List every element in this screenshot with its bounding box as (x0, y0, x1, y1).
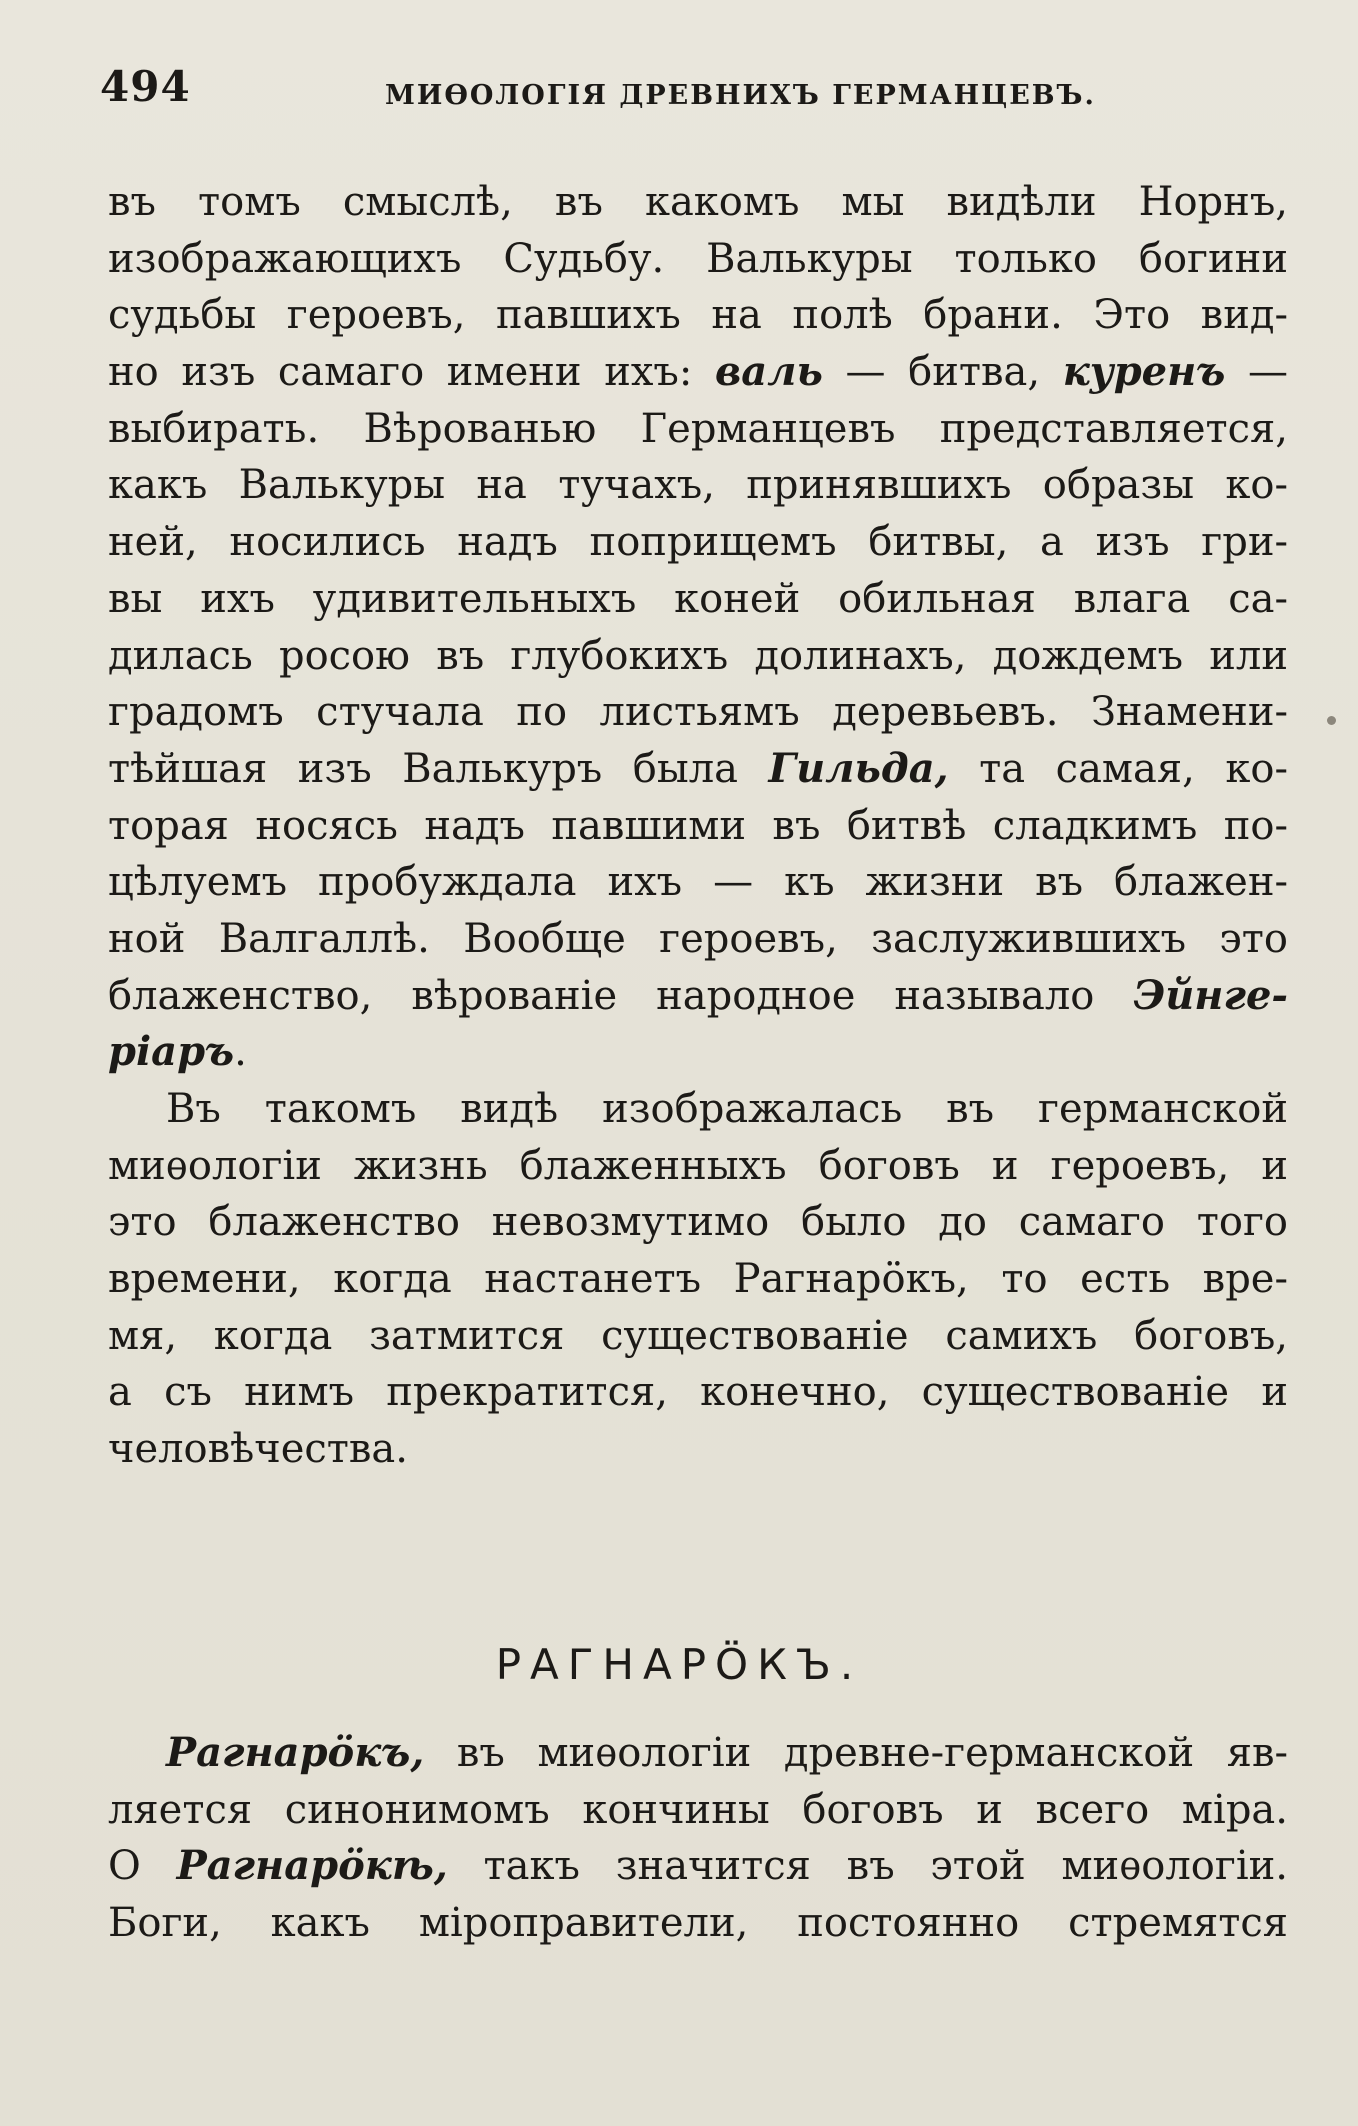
text-line: изображающихъ Судьбу. Валькуры только богини (108, 235, 1288, 282)
italic-term: Эйнге- (1133, 971, 1288, 1019)
text-segment: та самая, ко- (948, 745, 1288, 792)
text-line: выбирать. Вѣрованью Германцевъ представляется, (108, 405, 1288, 452)
text-segment: но изъ самаго имени ихъ: (108, 349, 715, 396)
italic-term: ріаръ (108, 1028, 235, 1076)
text-line (108, 1838, 1288, 1895)
text-line: въ томъ смыслѣ, въ какомъ мы видѣли Норнъ, (108, 179, 1288, 225)
text-line: Въ такомъ видѣ изображалась въ германской (166, 1086, 1288, 1132)
italic-term: валь (715, 348, 823, 396)
text-line: а съ нимъ прекратится, конечно, существованіе и (108, 1369, 1288, 1416)
text-segment: . (234, 1029, 247, 1076)
section-title: РАГНАРÖКЪ. (495, 1640, 863, 1689)
text-line (108, 1725, 1288, 1782)
running-title: МИѲОЛОГІЯ ДРЕВНИХЪ ГЕРМАНЦЕВЪ. (385, 80, 1096, 111)
page-header (100, 62, 1300, 132)
text-line: градомъ стучала по листьямъ деревьевъ. Знамени- (108, 689, 1288, 736)
text-line: миѳологіи жизнь блаженныхъ боговъ и героевъ, и (108, 1142, 1288, 1189)
text-line (108, 968, 1288, 1025)
text-line: человѣчества. (108, 1426, 408, 1473)
text-line: судьбы героевъ, павшихъ на полѣ брани. Это вид- (108, 292, 1288, 339)
text-segment: О (108, 1843, 177, 1890)
page-number: 494 (100, 62, 191, 111)
section-text (108, 1725, 1288, 1952)
text-line (108, 344, 1288, 401)
text-line: вы ихъ удивительныхъ коней обильная влага са- (108, 575, 1288, 622)
text-segment: — битва, (822, 349, 1063, 396)
text-line: дилась росою въ глубокихъ долинахъ, дождемъ или (108, 632, 1288, 679)
text-line (108, 741, 1288, 798)
text-line: какъ Валькуры на тучахъ, принявшихъ образы ко- (108, 462, 1288, 509)
text-line: Боги, какъ міроправители, постоянно стремятся (108, 1900, 1288, 1947)
text-segment: такъ значится въ этой миѳологіи. (447, 1843, 1289, 1890)
text-line: ной Валгаллѣ. Вообще героевъ, заслужившихъ это (108, 915, 1288, 962)
paper-speck (1327, 716, 1336, 725)
text-line: это блаженство невозмутимо было до самаго того (108, 1199, 1288, 1246)
italic-term: Гильда, (768, 744, 949, 792)
italic-term: Рагнарöкѣ, (176, 1842, 448, 1890)
italic-term: Рагнарöкъ, (166, 1729, 425, 1776)
text-segment: — (1225, 349, 1289, 396)
text-line: ляется синонимомъ кончины боговъ и всего міра. (108, 1786, 1288, 1833)
text-line: мя, когда затмится существованіе самихъ боговъ, (108, 1312, 1288, 1359)
text-segment: въ миѳологіи древне-германской яв- (424, 1730, 1288, 1776)
text-line (108, 1024, 1288, 1081)
text-segment: тѣйшая изъ Валькуръ была (108, 745, 769, 792)
text-line: цѣлуемъ пробуждала ихъ — къ жизни въ блажен- (108, 859, 1288, 906)
main-text (108, 174, 1288, 1478)
text-line: торая носясь надъ павшими въ битвѣ сладкимъ по- (108, 802, 1288, 849)
italic-term: куренъ (1062, 348, 1226, 396)
text-line: времени, когда настанетъ Рагнарöкъ, то есть вре- (108, 1256, 1288, 1303)
text-line: ней, носились надъ поприщемъ битвы, а изъ гри- (108, 519, 1288, 566)
text-segment: блаженство, вѣрованіе народное называло (108, 972, 1134, 1019)
